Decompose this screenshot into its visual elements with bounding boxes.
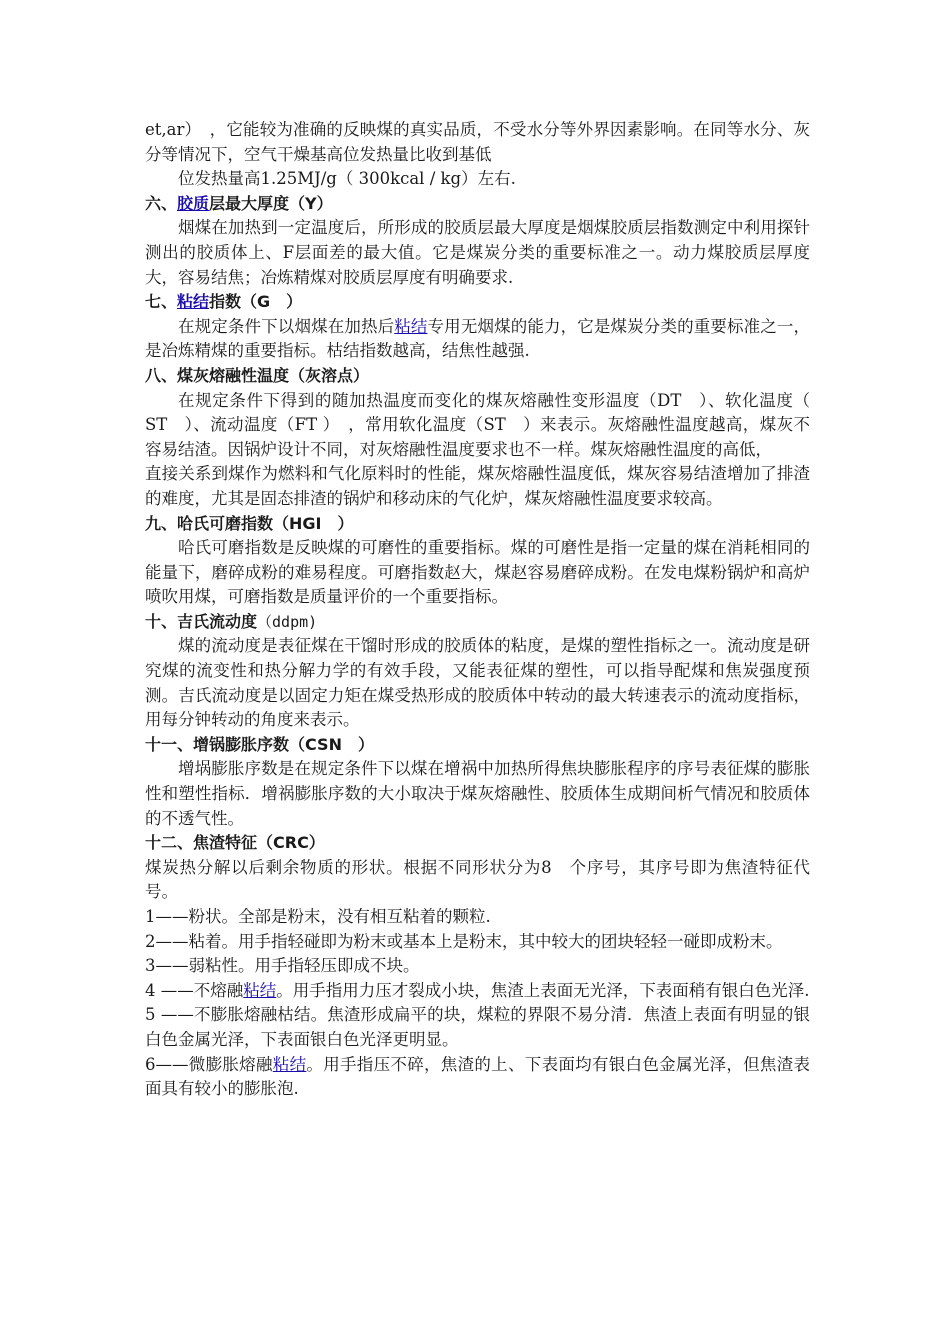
paragraph bbox=[145, 462, 810, 511]
text-run: 1——粉状。全部是粉末，没有相互粘着的颗粒. bbox=[145, 907, 491, 926]
text-run: 十一、增锅膨胀序数（CSN ） bbox=[145, 734, 374, 754]
paragraph bbox=[145, 1053, 810, 1102]
term-link[interactable]: 粘结 bbox=[177, 292, 210, 312]
text-run: 八、煤灰熔融性温度（灰溶点） bbox=[145, 365, 370, 385]
text-run: 烟煤在加热到一定温度后，所形成的胶质层最大厚度是烟煤胶质层指数测定中利用探针测出的胶质体上、F层面差的最大值。它是煤炭分类的重要标准之一。动力煤胶质层厚度大，容易结焦；冶炼精煤对胶质层厚度有明确要求. bbox=[145, 218, 810, 287]
term-link[interactable]: 胶质 bbox=[177, 193, 210, 213]
text-run: 六、 bbox=[145, 193, 178, 213]
text-run: 哈氏可磨指数是反映煤的可磨性的重要指标。煤的可磨性是指一定量的煤在消耗相同的能量下，磨碎成粉的难易程度。可磨指数赵大，煤赵容易磨碎成粉。在发电煤粉锅炉和高炉喷吹用煤，可磨指数是质量评价的一个重要指标。 bbox=[145, 538, 810, 607]
paragraph bbox=[145, 118, 810, 167]
text-run: et,ar） ，它能较为准确的反映煤的真实品质，不受水分等外界因素影响。在同等水分、灰分等情况下，空气干燥基高位发热量比收到基低 bbox=[145, 120, 810, 164]
section-heading bbox=[145, 610, 810, 635]
text-run: 十、吉氏流动度 bbox=[145, 611, 258, 631]
section-heading bbox=[145, 512, 810, 537]
paragraph bbox=[145, 389, 810, 463]
text-run: （ddpm) bbox=[257, 612, 318, 631]
document-page bbox=[145, 118, 810, 1102]
paragraph bbox=[145, 905, 810, 930]
text-run: 位发热量高1.25MJ/g（ 300kcal / kg）左右. bbox=[178, 169, 516, 189]
paragraph bbox=[145, 856, 810, 905]
text-run: 在规定条件下得到的随加热温度而变化的煤灰熔融性变形温度（DT ）、软化温度（ ST ）、流动温度（FT ） ，常用软化温度（ST ）来表示。灰熔融性温度越高，煤灰不容易结渣。因锅炉设计不同，对灰熔融性温度要求也不一样。煤灰熔融性温度的高低， bbox=[145, 390, 810, 459]
text-run: 在规定条件下以烟煤在加热后 bbox=[178, 316, 395, 336]
paragraph bbox=[145, 216, 810, 290]
text-run: 七、 bbox=[145, 292, 178, 312]
paragraph bbox=[145, 167, 810, 192]
text-run: 九、哈氏可磨指数（HGI ） bbox=[145, 513, 354, 533]
term-link[interactable]: 粘结 bbox=[243, 980, 277, 1000]
paragraph bbox=[145, 315, 810, 364]
text-run: 煤炭热分解以后剩余物质的形状。根据不同形状分为8 个序号，其序号即为焦渣特征代号。 bbox=[145, 857, 810, 902]
section-heading bbox=[145, 831, 810, 856]
paragraph bbox=[145, 536, 810, 610]
term-link[interactable]: 粘结 bbox=[394, 316, 428, 336]
text-run: 直接关系到煤作为燃料和气化原料时的性能，煤灰熔融性温度低，煤灰容易结渣增加了排渣的难度，尤其是固态排渣的锅炉和移动床的气化炉，煤灰熔融性温度要求较高。 bbox=[145, 464, 810, 508]
paragraph bbox=[145, 634, 810, 732]
text-run: 3——弱粘性。用手指轻压即成不块。 bbox=[145, 956, 420, 976]
text-run: 2——粘着。用手指轻碰即为粉末或基本上是粉末，其中较大的团块轻轻一碰即成粉末。 bbox=[145, 931, 783, 951]
text-run: 指数（G ） bbox=[209, 292, 303, 312]
text-run: 专用无烟煤的能力，它是煤炭分类的重要标准之一，是冶炼精煤的重要指标。枯结指数越高，结焦性越强. bbox=[145, 316, 811, 361]
text-run: 6——微膨胀熔融 bbox=[145, 1054, 273, 1074]
paragraph bbox=[145, 954, 810, 979]
section-heading bbox=[145, 192, 810, 217]
text-run: 增埚膨胀序数是在规定条件下以煤在增祸中加热所得焦块膨胀程序的序号表征煤的膨胀性和塑性指标．增祸膨胀序数的大小取决于煤灰熔融性、胶质体生成期间析气情况和胶质体的不透气性。 bbox=[145, 759, 810, 828]
text-run: 十二、焦渣特征（CRC） bbox=[145, 833, 325, 853]
section-heading bbox=[145, 733, 810, 758]
section-heading bbox=[145, 290, 810, 315]
text-run: 。用手指压不碎，焦渣的上、下表面均有银白色金属光泽，但焦渣表面具有较小的膨胀泡. bbox=[145, 1054, 811, 1099]
paragraph bbox=[145, 757, 810, 831]
text-run: 5 ——不膨胀熔融枯结。焦渣形成扁平的块，煤粒的界限不易分清．焦渣上表面有明显的银白色金属光泽，下表面银白色光泽更明显。 bbox=[145, 1005, 810, 1049]
paragraph bbox=[145, 1003, 810, 1052]
text-run: 。用手指用力压才裂成小块，焦渣上表面无光泽，下表面稍有银白色光泽. bbox=[276, 980, 810, 1000]
paragraph bbox=[145, 979, 810, 1004]
text-run: 层最大厚度（Y） bbox=[209, 193, 333, 213]
text-run: 煤的流动度是表征煤在干馏时形成的胶质体的粘度，是煤的塑性指标之一。流动度是研究煤的流变性和热分解力学的有效手段，又能表征煤的塑性，可以指导配煤和焦炭强度预测。吉氏流动度是以固定力矩在煤受热形成的胶质体中转动的最大转速表示的流动度指标，用每分钟转动的角度来表示。 bbox=[145, 636, 810, 730]
text-run: 4 ——不熔融 bbox=[145, 980, 244, 1000]
section-heading bbox=[145, 364, 810, 389]
paragraph bbox=[145, 930, 810, 955]
term-link[interactable]: 粘结 bbox=[272, 1054, 307, 1074]
